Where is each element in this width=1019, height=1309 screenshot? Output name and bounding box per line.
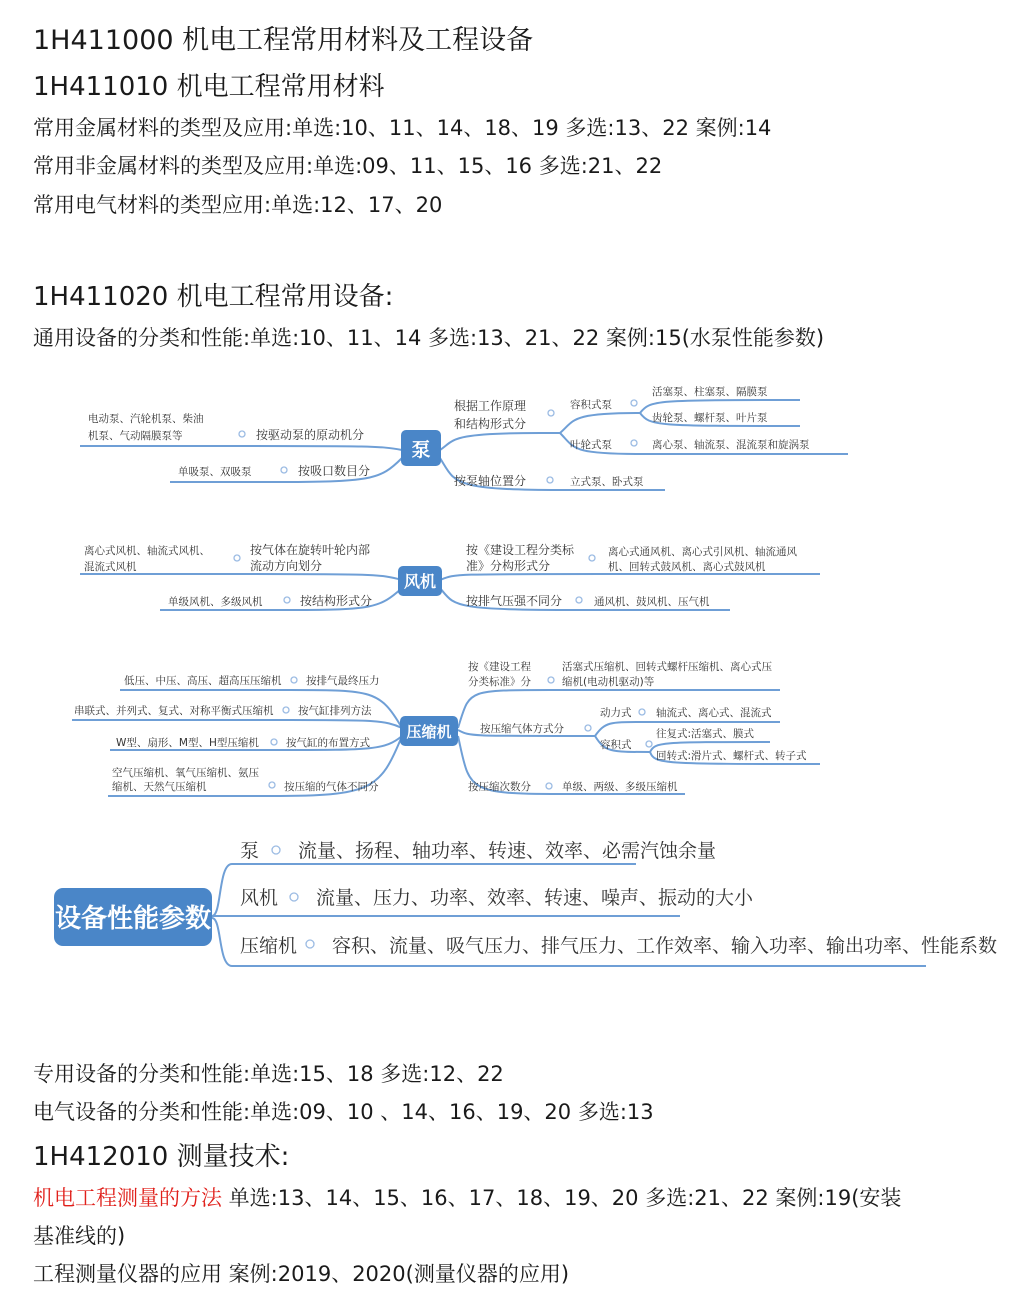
comp-standard-leaf-2: 缩机(电动机驱动)等 [562,676,655,688]
comp-by-gas: 按压缩的气体不同分 [284,781,379,793]
comp-by-discharge: 按排气最终压力 [306,675,380,687]
fan-center-label: 风机 [403,572,437,591]
line-general-equipment: 通用设备的分类和性能:单选:10、11、14 多选:13、21、22 案例:15(水泵性能参数) [33,326,825,350]
comp-dynamic: 动力式 [600,707,632,719]
survey-method-details: 单选:13、14、15、16、17、18、19、20 多选:21、22 案例:19(安装 [222,1186,902,1210]
performance-title: 设备性能参数 [54,904,212,934]
comp-dynamic-leaf: 轴流式、离心式、混流式 [656,707,772,719]
pump-suction-leaf: 单吸泵、双吸泵 [178,466,252,478]
comp-volumetric: 容积式 [600,739,632,751]
pump-by-prime-mover: 按驱动泵的原动机分 [256,428,365,442]
fan-by-structure: 按结构形式分 [300,594,373,608]
fan-pressure-leaf: 通风机、鼓风机、压气机 [594,596,710,608]
performance-pump-label: 泵 [240,840,260,862]
comp-by-cylinder-layout: 按气缸的布置方式 [286,737,370,749]
comp-volumetric-leaf-1: 往复式:活塞式、膜式 [656,728,755,740]
fan-by-standard-2: 准》分构形式分 [466,559,551,573]
comp-by-stages: 按压缩次数分 [468,781,531,793]
comp-stages-leaf: 单级、两级、多级压缩机 [562,781,678,793]
line-metal-materials: 常用金属材料的类型及应用:单选:10、11、14、18、19 多选:13、22 案例:14 [33,116,772,140]
comp-by-cylinder-arrangement: 按气缸排列方法 [298,705,372,717]
pump-prime-mover-leaf-2: 机泵、气动隔膜泵等 [88,430,183,442]
pump-pd-leaf-2: 齿轮泵、螺杆泵、叶片泵 [652,412,768,424]
pump-impeller: 叶轮式泵 [570,439,612,451]
pump-impeller-leaf: 离心泵、轴流泵、混流泵和旋涡泵 [652,439,810,451]
comp-volumetric-leaf-2: 回转式:滑片式、螺杆式、转子式 [656,750,807,762]
fan-by-flow-2: 流动方向划分 [250,559,323,573]
heading-1h411010: 1H411010 机电工程常用材料 [33,72,385,102]
pump-by-suction: 按吸口数目分 [298,464,371,478]
line-nonmetal-materials: 常用非金属材料的类型及应用:单选:09、11、15、16 多选:21、22 [33,154,663,178]
comp-by-method: 按压缩气体方式分 [480,723,564,735]
pump-pd-leaf-1: 活塞泵、柱塞泵、隔膜泵 [652,386,768,398]
comp-gas-leaf-2: 缩机、天然气压缩机 [112,781,207,793]
line-special-equipment: 专用设备的分类和性能:单选:15、18 多选:12、22 [33,1062,504,1086]
comp-arrangement-leaf: 串联式、并列式、复式、对称平衡式压缩机 [74,705,274,717]
pump-by-principle-2: 和结构形式分 [454,417,527,431]
performance-compressor-params: 容积、流量、吸气压力、排气压力、工作效率、输入功率、输出功率、性能系数 [332,935,998,957]
fan-by-standard-1: 按《建设工程分类标 [466,543,575,557]
comp-gas-leaf-1: 空气压缩机、氧气压缩机、氨压 [112,767,259,779]
performance-fan-params: 流量、压力、功率、效率、转速、噪声、振动的大小 [316,887,754,909]
comp-standard-leaf-1: 活塞式压缩机、回转式螺杆压缩机、离心式压 [562,661,772,673]
pump-center-label: 泵 [411,439,431,461]
pump-by-principle-1: 根据工作原理 [454,399,527,413]
pump-positive-displacement: 容积式泵 [570,399,612,411]
line-electrical-materials: 常用电气材料的类型应用:单选:12、17、20 [33,193,443,217]
comp-layout-leaf: W型、扇形、M型、H型压缩机 [116,737,259,749]
equipment-mindmap [0,360,1019,1020]
heading-1h411000: 1H411000 机电工程常用材料及工程设备 [33,25,534,56]
fan-standard-leaf-2: 机、回转式鼓风机、离心式鼓风机 [608,561,766,573]
fan-structure-leaf: 单级风机、多级风机 [168,596,263,608]
fan-flow-leaf-1: 离心式风机、轴流式风机、 [84,545,210,557]
pump-shaft-leaf: 立式泵、卧式泵 [570,476,644,488]
fan-standard-leaf-1: 离心式通风机、离心式引风机、轴流通风 [608,546,797,558]
pump-by-shaft: 按泵轴位置分 [454,474,527,488]
line-instrument: 工程测量仪器的应用 案例:2019、2020(测量仪器的应用) [33,1262,570,1286]
heading-1h412010: 1H412010 测量技术: [33,1142,290,1172]
comp-discharge-leaf: 低压、中压、高压、超高压压缩机 [124,675,282,687]
fan-by-flow-1: 按气体在旋转叶轮内部 [250,543,371,557]
comp-by-standard-2: 分类标准》分 [468,676,531,688]
fan-by-pressure: 按排气压强不同分 [466,594,563,608]
line-survey-method [33,1182,901,1212]
heading-1h411020: 1H411020 机电工程常用设备: [33,282,394,312]
pump-prime-mover-leaf-1: 电动泵、汽轮机泵、柴油 [88,413,204,425]
line-survey-method-cont: 基准线的) [33,1224,126,1248]
performance-fan-label: 风机 [240,887,279,909]
fan-flow-leaf-2: 混流式风机 [84,561,137,573]
survey-method-label: 机电工程测量的方法 [33,1186,222,1210]
compressor-center-label: 压缩机 [406,723,452,741]
performance-pump-params: 流量、扬程、轴功率、转速、效率、必需汽蚀余量 [298,840,717,862]
comp-by-standard-1: 按《建设工程 [468,661,531,673]
performance-compressor-label: 压缩机 [240,935,298,957]
line-electrical-equipment: 电气设备的分类和性能:单选:09、10 、14、16、19、20 多选:13 [33,1100,654,1124]
